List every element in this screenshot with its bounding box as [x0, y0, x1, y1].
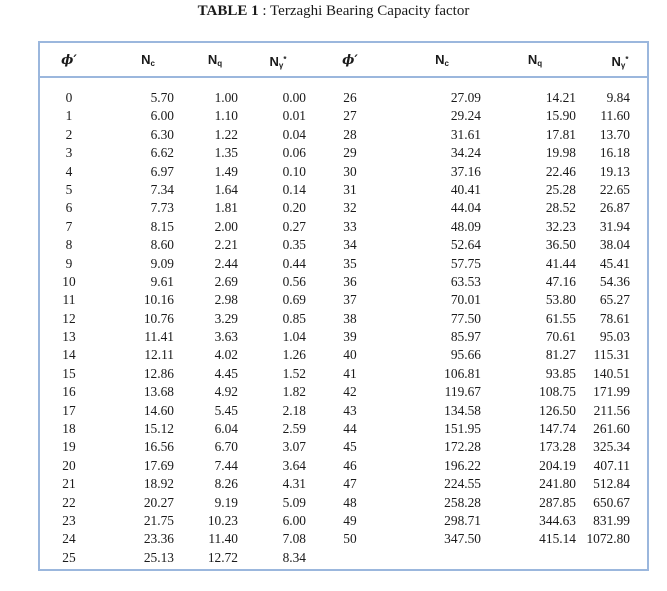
- table-row: [40, 402, 647, 420]
- cell-nq-2: 108.75: [539, 384, 576, 400]
- cell-phi: 3: [65, 145, 73, 161]
- cell-nc: 7.34: [150, 181, 174, 197]
- cell-nq-2: 61.55: [545, 310, 576, 326]
- cell-ngamma-2: 45.41: [599, 255, 630, 271]
- cell-phi: 16: [62, 384, 76, 400]
- cell-phi-2: 38: [343, 310, 357, 326]
- cell-nq: 1.81: [214, 200, 238, 216]
- cell-nq-2: 93.85: [545, 365, 576, 381]
- cell-nq-2: 17.81: [545, 126, 576, 142]
- cell-ngamma: 1.82: [282, 384, 306, 400]
- cell-ngamma: 0.06: [282, 145, 306, 161]
- cell-nq-2: 22.46: [545, 163, 576, 179]
- header-nq-2: [515, 51, 555, 69]
- cell-phi-2: 42: [343, 384, 357, 400]
- cell-nq: 1.35: [214, 145, 238, 161]
- cell-ngamma: 2.59: [282, 421, 306, 437]
- cell-phi-2: 32: [343, 200, 357, 216]
- header-ngamma: [258, 51, 298, 69]
- table-row: [40, 199, 647, 217]
- cell-nq: 7.44: [214, 457, 238, 473]
- table-row: [40, 346, 647, 364]
- cell-nc-2: 196.22: [444, 457, 481, 473]
- cell-nq-2: 126.50: [539, 402, 576, 418]
- cell-nq-2: 344.63: [539, 512, 576, 528]
- cell-nc-2: 27.09: [450, 90, 481, 105]
- table-row: [40, 89, 647, 107]
- header-symbol: N: [611, 54, 621, 69]
- header-phi-2: [330, 51, 370, 69]
- table-row: [40, 365, 647, 383]
- cell-phi: 1: [65, 108, 73, 124]
- cell-nc-2: 151.95: [444, 421, 481, 437]
- cell-ngamma-2: 31.94: [599, 218, 630, 234]
- cell-phi: 22: [62, 494, 76, 510]
- header-subscript: c: [444, 59, 449, 68]
- cell-nq: 1.64: [214, 181, 238, 197]
- cell-ngamma-2: 78.61: [599, 310, 630, 326]
- table-row: [40, 181, 647, 199]
- table-caption: [0, 2, 667, 20]
- cell-nq: 9.19: [214, 494, 238, 510]
- cell-ngamma: 0.27: [282, 218, 306, 234]
- cell-phi-2: 43: [343, 402, 357, 418]
- cell-phi: 15: [62, 365, 76, 381]
- cell-nq: 6.70: [214, 439, 238, 455]
- cell-phi: 5: [65, 181, 73, 197]
- cell-nq-2: 147.74: [539, 421, 576, 437]
- cell-phi-2: 34: [343, 237, 357, 253]
- cell-nc-2: 70.01: [450, 292, 481, 308]
- table-row: [40, 126, 647, 144]
- cell-phi: 24: [62, 531, 76, 547]
- cell-phi-2: 46: [343, 457, 357, 473]
- header-nc-2: [422, 51, 462, 69]
- cell-ngamma-2: 95.03: [599, 329, 630, 345]
- cell-phi: 13: [62, 329, 76, 345]
- cell-nc: 9.61: [150, 273, 174, 289]
- cell-nq: 4.45: [214, 365, 238, 381]
- cell-nc-2: 347.50: [444, 531, 481, 547]
- cell-phi: 7: [65, 218, 73, 234]
- cell-phi: 11: [62, 292, 76, 308]
- cell-nq-2: 15.90: [545, 108, 576, 124]
- table-row: [40, 420, 647, 438]
- cell-nq: 2.21: [214, 237, 238, 253]
- table-row: [40, 475, 647, 493]
- cell-nq: 2.00: [214, 218, 238, 234]
- cell-phi: 6: [65, 200, 73, 216]
- cell-nc: 8.15: [150, 218, 174, 234]
- cell-phi-2: 40: [343, 347, 357, 363]
- cell-ngamma-2: 19.13: [599, 163, 630, 179]
- cell-ngamma: 0.20: [282, 200, 306, 216]
- cell-phi: 14: [62, 347, 76, 363]
- cell-ngamma-2: 54.36: [599, 273, 630, 289]
- cell-ngamma-2: 65.27: [599, 292, 630, 308]
- cell-nq-2: 28.52: [545, 200, 576, 216]
- cell-nc: 5.70: [150, 90, 174, 105]
- cell-nc: 17.69: [143, 457, 174, 473]
- cell-phi: 4: [65, 163, 73, 179]
- cell-nq: 6.04: [214, 421, 238, 437]
- table-body: [40, 89, 647, 567]
- cell-nc: 8.60: [150, 237, 174, 253]
- cell-nq-2: 204.19: [539, 457, 576, 473]
- header-phi: [40, 51, 98, 69]
- cell-nq: 2.98: [214, 292, 238, 308]
- table-row: [40, 438, 647, 456]
- cell-nc-2: 172.28: [444, 439, 481, 455]
- table-row: [40, 457, 647, 475]
- cell-ngamma-2: 38.04: [599, 237, 630, 253]
- header-ngamma-2: [600, 51, 640, 69]
- header-symbol: ϕ′: [61, 53, 77, 68]
- table-row: [40, 255, 647, 273]
- cell-nc-2: 40.41: [450, 181, 481, 197]
- cell-ngamma: 0.04: [282, 126, 306, 142]
- cell-ngamma: 3.64: [282, 457, 306, 473]
- cell-ngamma-2: 16.18: [599, 145, 630, 161]
- table-row: [40, 549, 647, 567]
- cell-ngamma: 7.08: [282, 531, 306, 547]
- cell-ngamma: 0.56: [282, 273, 306, 289]
- cell-phi: 18: [62, 421, 76, 437]
- header-symbol: N: [141, 52, 151, 67]
- table-row: [40, 494, 647, 512]
- cell-ngamma-2: 26.87: [599, 200, 630, 216]
- cell-nc-2: 63.53: [450, 273, 481, 289]
- cell-nc-2: 77.50: [450, 310, 481, 326]
- cell-ngamma: 0.10: [282, 163, 306, 179]
- cell-nc: 11.41: [144, 329, 174, 345]
- cell-nq: 1.22: [214, 126, 238, 142]
- header-subscript: q: [537, 59, 543, 68]
- cell-phi: 25: [62, 549, 76, 565]
- cell-nc: 6.97: [150, 163, 174, 179]
- table-row: [40, 530, 647, 548]
- cell-phi-2: 36: [343, 273, 357, 289]
- table-row: [40, 512, 647, 530]
- cell-ngamma-2: 115.31: [593, 347, 630, 363]
- cell-phi: 12: [62, 310, 76, 326]
- cell-ngamma: 0.00: [282, 90, 306, 105]
- cell-phi: 0: [65, 90, 73, 105]
- header-superscript: *: [283, 55, 287, 64]
- table-row: [40, 218, 647, 236]
- header-subscript: γ: [620, 61, 626, 70]
- cell-nq: 10.23: [207, 512, 238, 528]
- cell-ngamma-2: 9.84: [606, 90, 630, 105]
- cell-ngamma-2: 140.51: [593, 365, 630, 381]
- cell-nq: 2.44: [214, 255, 238, 271]
- cell-phi-2: 41: [343, 365, 357, 381]
- cell-ngamma: 6.00: [282, 512, 306, 528]
- cell-ngamma-2: 171.99: [593, 384, 630, 400]
- cell-nq-2: 53.80: [545, 292, 576, 308]
- cell-ngamma: 1.26: [282, 347, 306, 363]
- cell-ngamma-2: 22.65: [599, 181, 630, 197]
- cell-ngamma: 8.34: [282, 549, 306, 565]
- cell-nq: 1.10: [214, 108, 238, 124]
- cell-ngamma: 5.09: [282, 494, 306, 510]
- cell-nq: 3.63: [214, 329, 238, 345]
- cell-nq: 1.49: [214, 163, 238, 179]
- cell-ngamma: 0.69: [282, 292, 306, 308]
- cell-nq: 8.26: [214, 476, 238, 492]
- cell-nc-2: 34.24: [450, 145, 481, 161]
- cell-ngamma-2: 407.11: [593, 457, 630, 473]
- cell-nq: 5.45: [214, 402, 238, 418]
- header-symbol: N: [435, 52, 445, 67]
- cell-nq: 2.69: [214, 273, 238, 289]
- cell-phi: 9: [65, 255, 73, 271]
- table-row: [40, 236, 647, 254]
- cell-nc-2: 258.28: [444, 494, 481, 510]
- table-row: [40, 273, 647, 291]
- header-symbol: ϕ′: [342, 53, 358, 68]
- header-symbol: N: [527, 52, 538, 67]
- cell-nq: 1.00: [214, 90, 238, 105]
- cell-ngamma-2: 512.84: [593, 476, 630, 492]
- cell-ngamma-2: 13.70: [599, 126, 630, 142]
- caption-table-number: TABLE 1: [197, 3, 259, 19]
- cell-nc: 13.68: [143, 384, 174, 400]
- cell-phi: 17: [62, 402, 76, 418]
- cell-nc: 20.27: [143, 494, 174, 510]
- cell-ngamma-2: 261.60: [593, 421, 630, 437]
- cell-nq-2: 70.61: [545, 329, 576, 345]
- cell-phi-2: 31: [343, 181, 357, 197]
- cell-nq-2: 41.44: [545, 255, 576, 271]
- table-row: [40, 163, 647, 181]
- cell-nq-2: 173.28: [539, 439, 576, 455]
- header-symbol: N: [207, 52, 218, 67]
- cell-nc-2: 52.64: [450, 237, 481, 253]
- cell-phi-2: 47: [343, 476, 357, 492]
- cell-nc: 16.56: [143, 439, 174, 455]
- cell-phi-2: 48: [343, 494, 357, 510]
- cell-phi: 19: [62, 439, 76, 455]
- cell-nq-2: 47.16: [545, 273, 576, 289]
- cell-nq-2: 81.27: [545, 347, 576, 363]
- cell-phi-2: 33: [343, 218, 357, 234]
- cell-nq-2: 415.14: [539, 531, 576, 547]
- cell-ngamma: 0.01: [282, 108, 306, 124]
- cell-nq-2: 287.85: [539, 494, 576, 510]
- table-row: [40, 383, 647, 401]
- cell-nc-2: 224.55: [444, 476, 481, 492]
- cell-ngamma-2: 325.34: [593, 439, 630, 455]
- cell-phi-2: 50: [343, 531, 357, 547]
- cell-phi-2: 28: [343, 126, 357, 142]
- table-row: [40, 144, 647, 162]
- cell-phi-2: 44: [343, 421, 357, 437]
- cell-phi-2: 27: [343, 108, 357, 124]
- cell-nc: 12.86: [143, 365, 174, 381]
- table-row: [40, 291, 647, 309]
- cell-nq: 4.02: [214, 347, 238, 363]
- cell-ngamma-2: 650.67: [593, 494, 630, 510]
- cell-nq-2: 32.23: [545, 218, 576, 234]
- cell-ngamma: 0.85: [282, 310, 306, 326]
- cell-nc-2: 31.61: [450, 126, 481, 142]
- table-row: [40, 107, 647, 125]
- cell-ngamma: 3.07: [282, 439, 306, 455]
- cell-nc: 18.92: [143, 476, 174, 492]
- header-symbol: N: [269, 54, 279, 69]
- header-subscript: c: [150, 59, 155, 68]
- cell-nc: 7.73: [150, 200, 174, 216]
- cell-nc-2: 85.97: [450, 329, 481, 345]
- cell-nc: 6.00: [150, 108, 174, 124]
- cell-phi: 10: [62, 273, 76, 289]
- cell-nc-2: 298.71: [444, 512, 481, 528]
- cell-phi-2: 39: [343, 329, 357, 345]
- cell-ngamma: 1.04: [282, 329, 306, 345]
- header-subscript: q: [217, 59, 223, 68]
- cell-nc-2: 37.16: [450, 163, 481, 179]
- cell-nq-2: 241.80: [539, 476, 576, 492]
- cell-ngamma: 0.14: [282, 181, 306, 197]
- table-header-row: [40, 43, 647, 78]
- cell-phi-2: 29: [343, 145, 357, 161]
- cell-nc: 15.12: [143, 421, 174, 437]
- cell-ngamma: 0.35: [282, 237, 306, 253]
- cell-nc: 9.09: [150, 255, 174, 271]
- cell-nc: 6.62: [150, 145, 174, 161]
- cell-nc: 6.30: [150, 126, 174, 142]
- caption-title: : Terzaghi Bearing Capacity factor: [258, 3, 470, 19]
- cell-phi-2: 26: [343, 90, 357, 105]
- cell-nq: 12.72: [207, 549, 238, 565]
- table-row: [40, 310, 647, 328]
- cell-nc-2: 44.04: [450, 200, 481, 216]
- cell-nc: 12.11: [144, 347, 174, 363]
- cell-phi-2: 30: [343, 163, 357, 179]
- cell-nq: 11.40: [208, 531, 238, 547]
- cell-nq: 4.92: [214, 384, 238, 400]
- cell-nc-2: 48.09: [450, 218, 481, 234]
- cell-nq-2: 19.98: [545, 145, 576, 161]
- cell-nc-2: 106.81: [444, 365, 481, 381]
- cell-nc: 10.76: [143, 310, 174, 326]
- cell-nc: 14.60: [143, 402, 174, 418]
- header-subscript: γ: [278, 61, 284, 70]
- cell-nc-2: 29.24: [450, 108, 481, 124]
- cell-phi: 23: [62, 512, 76, 528]
- cell-ngamma: 1.52: [282, 365, 306, 381]
- cell-ngamma: 0.44: [282, 255, 306, 271]
- cell-ngamma: 4.31: [282, 476, 306, 492]
- cell-phi: 2: [65, 126, 73, 142]
- cell-nc-2: 134.58: [444, 402, 481, 418]
- header-nq: [195, 51, 235, 69]
- cell-nc: 23.36: [143, 531, 174, 547]
- cell-nq-2: 25.28: [545, 181, 576, 197]
- cell-phi-2: 49: [343, 512, 357, 528]
- cell-ngamma-2: 831.99: [593, 512, 630, 528]
- cell-phi: 8: [65, 237, 73, 253]
- cell-nc: 10.16: [143, 292, 174, 308]
- cell-phi-2: 45: [343, 439, 357, 455]
- cell-phi: 21: [62, 476, 76, 492]
- cell-ngamma: 2.18: [282, 402, 306, 418]
- cell-nc: 21.75: [143, 512, 174, 528]
- cell-ngamma-2: 1072.80: [586, 531, 630, 547]
- cell-nc-2: 119.67: [444, 384, 481, 400]
- cell-nc-2: 95.66: [450, 347, 481, 363]
- header-superscript: *: [625, 55, 629, 64]
- cell-phi-2: 35: [343, 255, 357, 271]
- table-row: [40, 328, 647, 346]
- cell-phi-2: 37: [343, 292, 357, 308]
- cell-ngamma-2: 211.56: [593, 402, 630, 418]
- cell-ngamma-2: 11.60: [600, 108, 630, 124]
- cell-nc: 25.13: [143, 549, 174, 565]
- header-nc: [128, 51, 168, 69]
- bearing-capacity-table: [38, 41, 649, 571]
- cell-nc-2: 57.75: [450, 255, 481, 271]
- cell-nq: 3.29: [214, 310, 238, 326]
- cell-phi: 20: [62, 457, 76, 473]
- cell-nq-2: 36.50: [545, 237, 576, 253]
- cell-nq-2: 14.21: [545, 90, 576, 105]
